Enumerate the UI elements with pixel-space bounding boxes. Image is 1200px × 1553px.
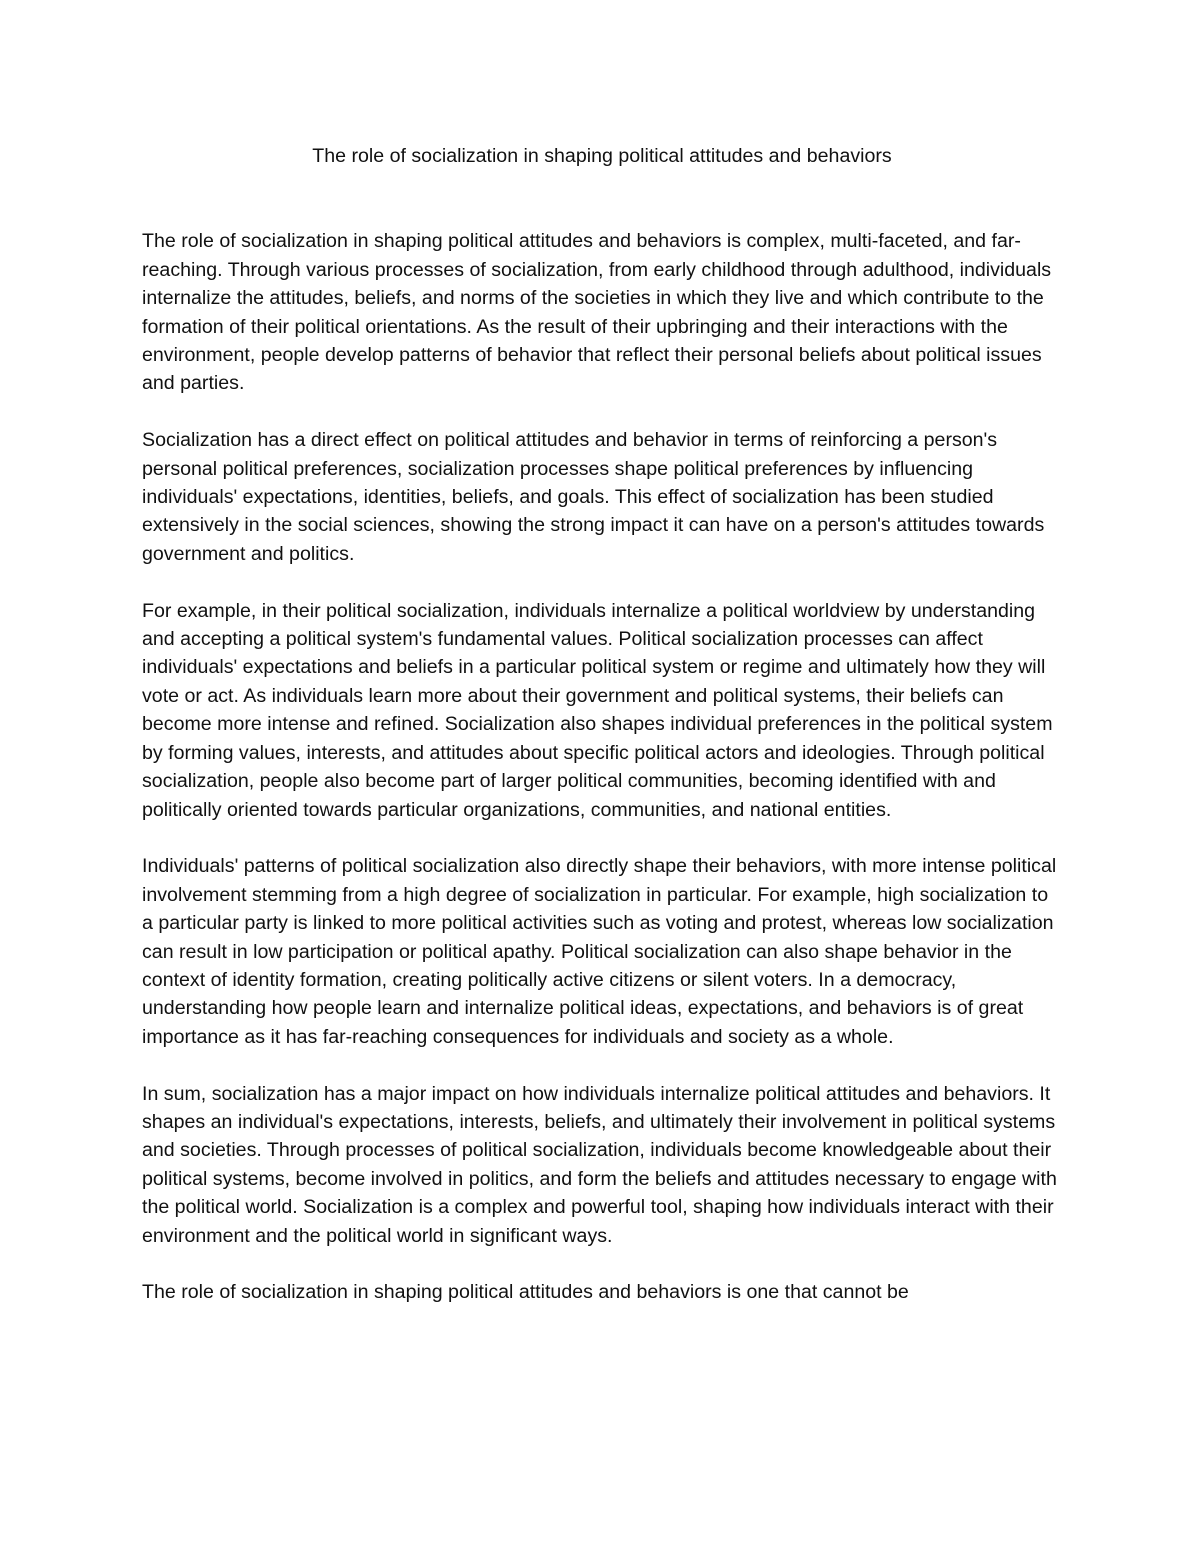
document-title: The role of socialization in shaping political attitudes and behaviors xyxy=(312,145,892,167)
paragraph: The role of socialization in shaping political attitudes and behaviors is complex, multi-faceted, and far-reaching. Through various processes of socialization, from early childhood through adulthood, individuals internalize the attitudes, beliefs, and norms of the societies in which they live and which contribute to the formation of their political orientations. As the result of their upbringing and their interactions with the environment, people develop patterns of behavior that reflect their personal beliefs about political issues and parties. xyxy=(142,230,1052,395)
paragraph: Individuals' patterns of political socialization also directly shape their behaviors, with more intense political involvement stemming from a high degree of socialization in particular. For example, high socialization to a particular party is linked to more political activities such as voting and protest, whereas low socialization can result in low participation or political apathy. Political socialization can also shape behavior in the context of identity formation, creating politically active citizens or silent voters. In a democracy, understanding how people learn and internalize political ideas, expectations, and behaviors is of great importance as it has far-reaching consequences for individuals and society as a whole. xyxy=(142,855,1057,1048)
document-body xyxy=(142,142,1062,1307)
paragraph: For example, in their political socialization, individuals internalize a political worldview by understanding and accepting a political system's fundamental values. Political socialization processes can affect individuals' expectations and beliefs in a particular political system or regime and ultimately how they will vote or act. As individuals learn more about their government and political systems, their beliefs can become more intense and refined. Socialization also shapes individual preferences in the political system by forming values, interests, and attitudes about specific political actors and ideologies. Through political socialization, people also become part of larger political communities, becoming identified with and politically oriented towards particular organizations, communities, and national entities. xyxy=(142,599,1053,821)
paragraph: The role of socialization in shaping political attitudes and behaviors is one that cannot be xyxy=(142,1281,909,1304)
paragraph: In sum, socialization has a major impact on how individuals internalize political attitudes and behaviors. It shapes an individual's expectations, interests, beliefs, and ultimately their involvement in political systems and societies. Through processes of political socialization, individuals become knowledgeable about their political systems, become involved in politics, and form the beliefs and attitudes necessary to engage with the political world. Socialization is a complex and powerful tool, shaping how individuals interact with their environment and the political world in significant ways. xyxy=(142,1082,1057,1247)
paragraph: Socialization has a direct effect on political attitudes and behavior in terms of reinforcing a person's personal political preferences, socialization processes shape political preferences by influencing individuals' expectations, identities, beliefs, and goals. This effect of socialization has been studied extensively in the social sciences, showing the strong impact it can have on a person's attitudes towards government and politics. xyxy=(142,429,1045,565)
